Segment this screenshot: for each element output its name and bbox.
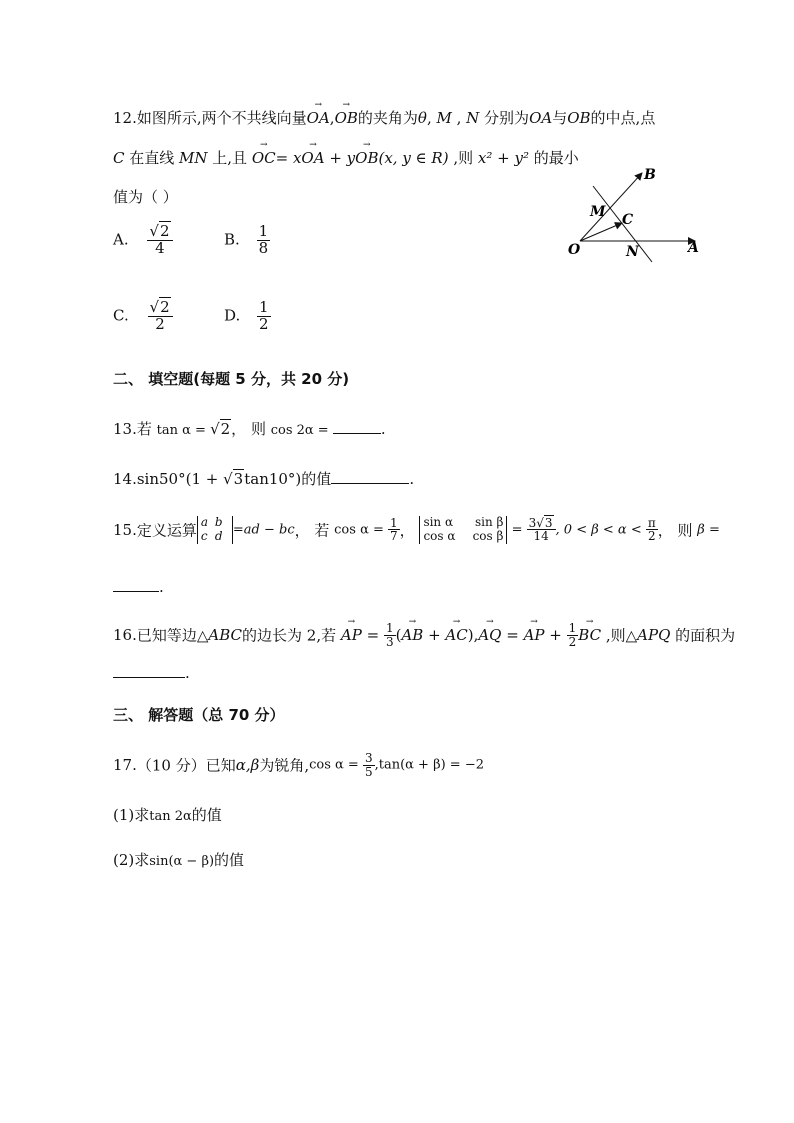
section3-title: 三、 解答题（总 70 分） xyxy=(113,706,285,724)
q17-part2: (2)求sin(α − β)的值 xyxy=(113,851,245,869)
q12-text-a: 如图所示,两个不共线向量 xyxy=(136,109,307,127)
q16-answer-line: . xyxy=(113,664,190,682)
q15-det-abcd: a b c d xyxy=(197,516,233,544)
q14: 14.sin50°(1 + √3tan10°)的值 . xyxy=(113,470,415,488)
vector-oc-line xyxy=(580,223,622,241)
vector-ob: → OB xyxy=(335,109,358,127)
q16-answer-blank[interactable] xyxy=(113,665,185,678)
q12-option-b: B. $\frac{1}{8}$ xyxy=(224,222,269,257)
q12-line2: C 在直线 MN 上,且 → OC= x→ OA + y→ OB(x, y ∈ R) ,则 x² + y² 的最小 xyxy=(113,147,579,168)
q15-det-trig: sin α sin β cos α cos β xyxy=(419,516,507,544)
label-c: C xyxy=(622,212,634,228)
label-b: B xyxy=(644,167,656,183)
q13-answer-blank[interactable] xyxy=(333,421,381,434)
q15-answer-blank[interactable] xyxy=(113,579,159,592)
q13: 13.若 tan α = √2， 则 cos 2α = . xyxy=(113,420,386,438)
q12-option-d: D. $\frac{1}{2}$ xyxy=(224,298,269,333)
q15: 15.定义运算 a b c d =ad − bc， 若 cos α = $\frac{1}{7}$ ， sin α sin β cos α cos β = $\frac{3√3}{14}$ , 0 < β < α < $\frac{\pi}{2}$ ， 则 β = xyxy=(113,515,720,544)
label-o: O xyxy=(568,242,581,258)
q14-answer-blank[interactable] xyxy=(331,471,409,484)
label-a: A xyxy=(688,240,699,256)
vector-oa: → OA xyxy=(307,109,330,127)
label-n: N xyxy=(626,244,639,260)
section2-title: 二、 填空题(每题 5 分，共 20 分) xyxy=(113,370,350,388)
q12-line1: 12.如图所示,两个不共线向量→ OA,→ OB的夹角为θ, M , N 分别为OA与OB的中点,点 xyxy=(113,107,655,128)
label-m: M xyxy=(590,204,606,220)
q12-option-a: A. $\frac{√2}{4}$ xyxy=(113,224,173,257)
q12-option-c: C. $\frac{√2}{2}$ xyxy=(113,300,173,333)
q17-part1: (1)求tan 2α的值 xyxy=(113,806,222,824)
q12-number: 12. xyxy=(113,109,137,127)
q16: 16.已知等边△ABC的边长为 2,若 → AP = $\frac{1}{3}$ (→ AB + → AC),→ AQ = → AP + $\frac{1}{2}$ → BC ,则△APQ 的面积为 xyxy=(113,622,735,648)
q17: 17.（10 分）已知α,β为锐角,cos α = $\frac{3}{5}$ ,tan(α + β) = −2 xyxy=(113,751,484,779)
q12-line3: 值为（ ） xyxy=(113,188,178,206)
q15-answer-line: . xyxy=(113,578,164,596)
vector-oc: → OC xyxy=(252,149,276,167)
q12-figure xyxy=(560,160,710,270)
